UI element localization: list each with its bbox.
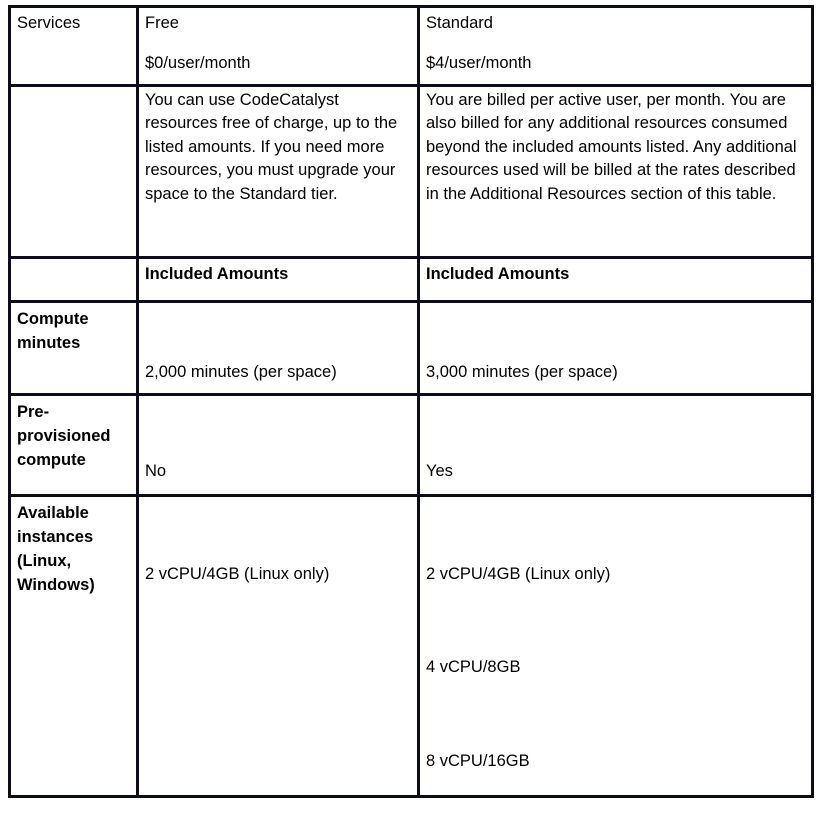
cell-standard-included-amounts [419,258,813,302]
free-tier-header-block [139,8,417,80]
free-compute-minutes-value: 2,000 minutes (per space) [145,363,337,381]
cell-compute-minutes-label [10,302,138,395]
cell-standard-available-instances [419,496,813,797]
table-row-tier-header [10,7,813,86]
cell-available-instances-label [10,496,138,797]
cell-free-available-instances [138,496,419,797]
description-label [11,87,136,95]
cell-standard-compute-minutes [419,302,813,395]
codecatalyst-pricing-table [8,5,814,798]
cell-free-description [138,86,419,258]
table-row-available-instances [10,496,813,797]
free-description-text: You can use CodeCatalyst resources free of charge, up to the listed amounts. If you need more resources, you must upgrade your space to the Standard tier. [145,91,398,203]
available-instances-label: Available instances (Linux, Windows) [17,504,95,594]
cell-description-label [10,86,138,258]
list-spacer [426,680,806,750]
table-row-billing-description [10,86,813,258]
table-row-included-amounts [10,258,813,302]
list-item: 2 vCPU/4GB (Linux only) [426,565,611,583]
free-included-amounts-heading: Included Amounts [145,265,289,283]
standard-tier-price: $4/user/month [426,54,532,73]
included-label [11,259,136,267]
standard-tier-name: Standard [426,14,493,32]
list-item: 4 vCPU/8GB [426,658,521,677]
standard-included-amounts-heading: Included Amounts [426,265,570,283]
free-tier-price: $0/user/month [145,54,251,73]
standard-tier-header-block [420,8,811,80]
pre-provisioned-compute-label: Pre-provisioned compute [17,403,111,469]
standard-compute-minutes-value: 3,000 minutes (per space) [426,363,618,381]
list-spacer [426,586,806,656]
list-item: 8 vCPU/16GB [426,751,530,770]
list-item: 2 vCPU/4GB (Linux only) [145,565,330,583]
cell-free-tier-header [138,7,419,86]
table-row-pre-provisioned-compute [10,395,813,496]
cell-free-compute-minutes [138,302,419,395]
standard-description-text: You are billed per active user, per month. You are also billed for any additional resources consumed beyond the included amounts listed. Any additional resources used will be billed at the rates described in the Additional Resources section of this table. [426,91,797,203]
standard-available-instances-list [420,497,811,777]
cell-free-included-amounts [138,258,419,302]
cell-included-label [10,258,138,302]
cell-services-label [10,7,138,86]
cell-pre-provisioned-label [10,395,138,496]
free-tier-name: Free [145,14,179,32]
free-available-instances-list [139,497,417,590]
cell-standard-tier-header [419,7,813,86]
cell-free-pre-provisioned [138,395,419,496]
cell-standard-pre-provisioned [419,395,813,496]
cell-standard-description [419,86,813,258]
free-pre-provisioned-value: No [145,462,167,480]
services-label: Services [17,14,81,32]
table-row-compute-minutes [10,302,813,395]
compute-minutes-label: Compute minutes [17,310,89,352]
standard-pre-provisioned-value: Yes [426,462,453,480]
